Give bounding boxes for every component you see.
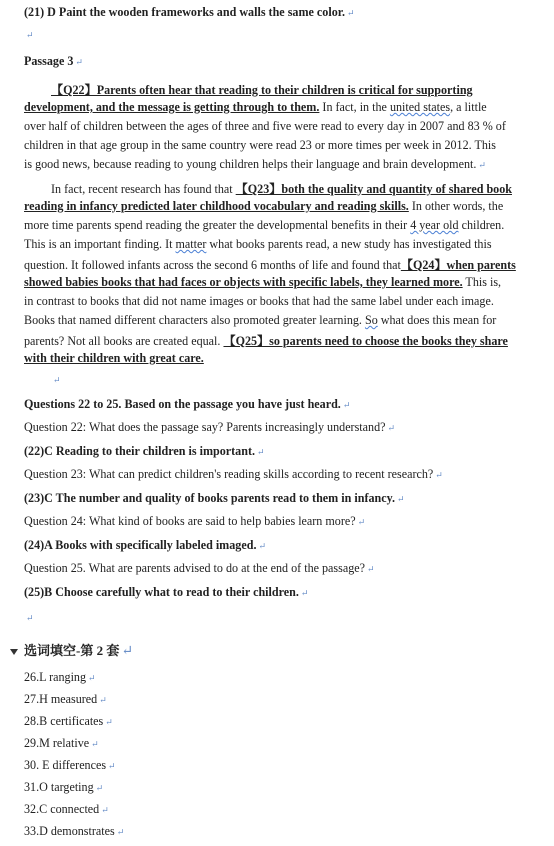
- answer-item: 33.D demonstrates ↵: [24, 824, 125, 838]
- passage-line: children in that age group in the same country were read 23 or more times per week in 2012. This: [24, 138, 496, 152]
- passage-line: with their children with great care.: [24, 351, 204, 365]
- paragraph-mark: ↵: [26, 30, 34, 40]
- answer-21: (21) D Paint the wooden frameworks and walls the same color. ↵: [24, 5, 355, 19]
- passage-line: Books that named different characters also promoted greater learning. So what does this mean for: [24, 313, 497, 327]
- passage-line: parents? Not all books are created equal. 【Q25】so parents need to choose the books they share: [24, 334, 508, 348]
- passage-line: in contrast to books that did not name images or books that had the same label under each image.: [24, 294, 494, 308]
- passage-line: over half of children between the ages of three and five were read to every day in 2007 and 83 % of: [24, 119, 506, 133]
- passage-line: is good news, because reading to young children helps their language and brain development. ↵: [24, 157, 486, 171]
- questions-heading: Questions 22 to 25. Based on the passage you have just heard. ↵: [24, 397, 351, 411]
- answer-22: (22)C Reading to their children is important. ↵: [24, 444, 265, 458]
- answer-item: 30. E differences ↵: [24, 758, 116, 772]
- passage-line: showed babies books that had faces or objects with specific labels, they learned more. This is,: [24, 275, 502, 289]
- answer-25: (25)B Choose carefully what to read to their children. ↵: [24, 585, 309, 599]
- section-heading[interactable]: 选词填空-第 2 套 ↵: [10, 640, 133, 660]
- answer-item: 32.C connected ↵: [24, 802, 109, 816]
- passage-line: development, and the message is getting through to them. In fact, in the united states, a little: [24, 100, 487, 114]
- question-23: Question 23: What can predict children's reading skills according to recent research? ↵: [24, 467, 443, 481]
- collapse-triangle-icon[interactable]: [10, 649, 18, 655]
- passage-line: reading in infancy predicted later childhood vocabulary and reading skills. In other words, the: [24, 199, 504, 213]
- answer-23: (23)C The number and quality of books parents read to them in infancy. ↵: [24, 491, 405, 505]
- passage-line: question. It followed infants across the second 6 months of life and found that【Q24】when parents: [24, 258, 516, 272]
- passage-line: In fact, recent research has found that 【Q23】both the quality and quantity of shared book: [51, 182, 512, 196]
- answer-item: 28.B certificates ↵: [24, 714, 113, 728]
- paragraph-mark: ↵: [53, 375, 61, 385]
- question-22: Question 22: What does the passage say? Parents increasingly understand? ↵: [24, 420, 396, 434]
- paragraph-mark: ↵: [26, 613, 34, 623]
- answer-24: (24)A Books with specifically labeled imaged. ↵: [24, 538, 267, 552]
- passage-title: Passage 3 ↵: [24, 54, 83, 68]
- question-25: Question 25. What are parents advised to do at the end of the passage? ↵: [24, 561, 375, 575]
- question-24: Question 24: What kind of books are said to help babies learn more? ↵: [24, 514, 366, 528]
- passage-line: 【Q22】Parents often hear that reading to their children is critical for supporting: [51, 83, 473, 97]
- answer-item: 29.M relative ↵: [24, 736, 99, 750]
- answer-item: 31.O targeting ↵: [24, 780, 104, 794]
- answer-item: 27.H measured ↵: [24, 692, 107, 706]
- answer-item: 26.L ranging ↵: [24, 670, 96, 684]
- passage-line: more time parents spend reading the greater the developmental benefits in their 4 year old children.: [24, 218, 505, 232]
- passage-line: This is an important finding. It matter what books parents read, a new study has investigated this: [24, 237, 492, 251]
